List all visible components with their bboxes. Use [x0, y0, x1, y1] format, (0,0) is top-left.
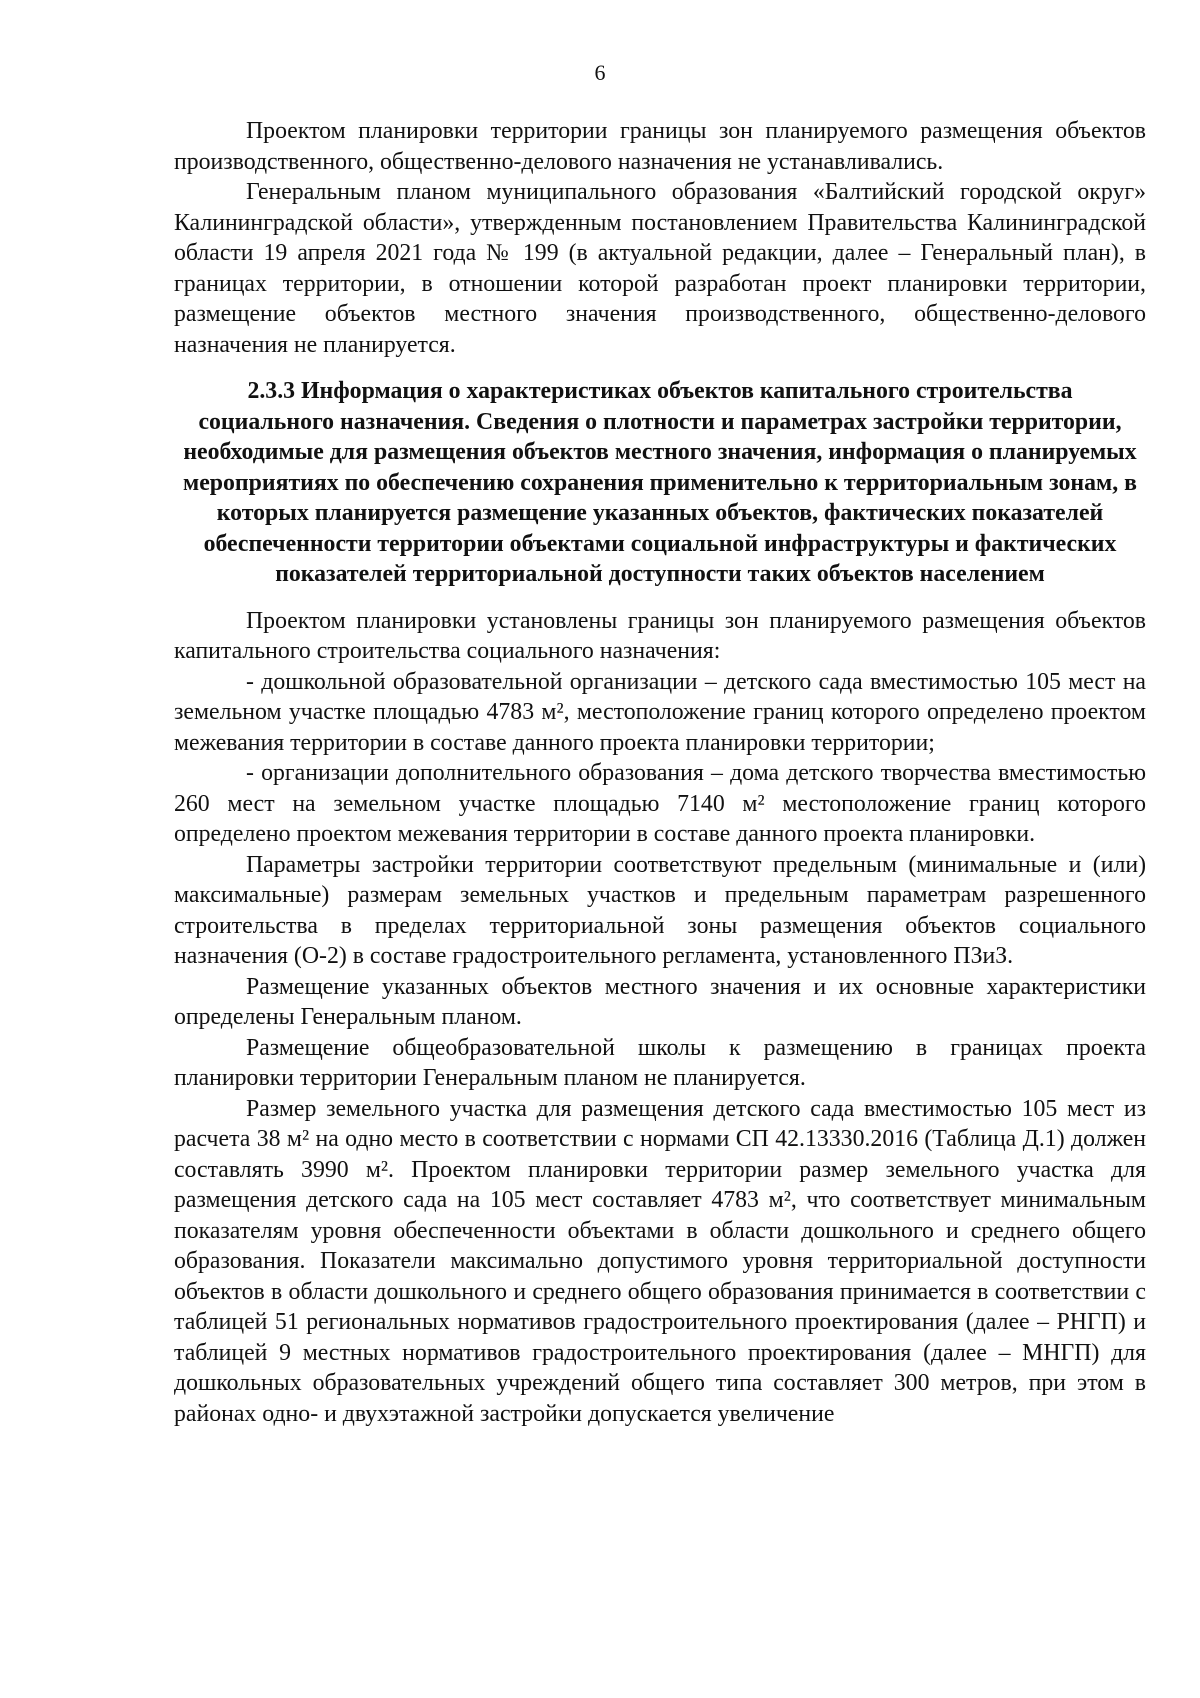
paragraph: Параметры застройки территории соответствуют предельным (минимальные и (или) максимальные) размерам земельных участков и предельным параметрам разрешенного строительства в пределах территориальной зоны размещения объектов социального назначения (О-2) в составе градостроительного регламента, установленного ПЗиЗ. — [174, 851, 1146, 969]
paragraph: Генеральным планом муниципального образования «Балтийский городской округ» Калининградской области», утвержденным постановлением Правительства Калининградской области 19 апреля 2021 года № 199 (в актуальной редакции, далее – Генеральный план), в границах территории, в отношении которой разработан проект планировки территории, размещение объектов местного значения производственного, общественно-делового назначения не планируется. — [174, 179, 1146, 358]
page-number: 6 — [594, 60, 606, 85]
paragraph: Размещение указанных объектов местного значения и их основные характеристики определены Генеральным планом. — [174, 973, 1146, 1030]
document-body — [174, 116, 1146, 1429]
paragraph: Проектом планировки территории границы зон планируемого размещения объектов производственного, общественно-делового назначения не устанавливались. — [174, 118, 1146, 175]
section-heading: 2.3.3 Информация о характеристиках объектов капитального строительства социального назначения. Сведения о плотности и параметрах застройки территории, необходимые для размещения объектов местного значения, информация о планируемых мероприятиях по обеспечению сохранения применительно к территориальным зонам, в которых планируется размещение указанных объектов, фактических показателей обеспеченности территории объектами социальной инфраструктуры и фактических показателей территориальной доступности таких объектов населением — [183, 378, 1137, 587]
paragraph: Проектом планировки установлены границы зон планируемого размещения объектов капитального строительства социального назначения: — [174, 607, 1146, 664]
list-item: - дошкольной образовательной организации – детского сада вместимостью 105 мест на земельном участке площадью 4783 м², местоположение границ которого определено проектом межевания территории в составе данного проекта планировки территории; — [174, 668, 1146, 756]
paragraph: Размер земельного участка для размещения детского сада вместимостью 105 мест из расчета 38 м² на одно место в соответствии с нормами СП 42.13330.2016 (Таблица Д.1) должен составлять 3990 м². Проектом планировки территории размер земельного участка для размещения детского сада на 105 мест составляет 4783 м², что соответствует минимальным показателям уровня обеспеченности объектами в области дошкольного и среднего общего образования. Показатели максимально допустимого уровня территориальной доступности объектов в области дошкольного и среднего общего образования принимается в соответствии с таблицей 51 региональных нормативов градостроительного проектирования (далее – РНГП) и таблицей 9 местных нормативов градостроительного проектирования (далее – МНГП) для дошкольных образовательных учреждений общего типа составляет 300 метров, при этом в районах одно- и двухэтажной застройки допускается увеличение — [174, 1095, 1146, 1427]
list-item: - организации дополнительного образования – дома детского творчества вместимостью 260 мест на земельном участке площадью 7140 м² местоположение границ которого определено проектом межевания территории в составе данного проекта планировки. — [174, 760, 1146, 847]
paragraph: Размещение общеобразовательной школы к размещению в границах проекта планировки территории Генеральным планом не планируется. — [174, 1034, 1146, 1091]
